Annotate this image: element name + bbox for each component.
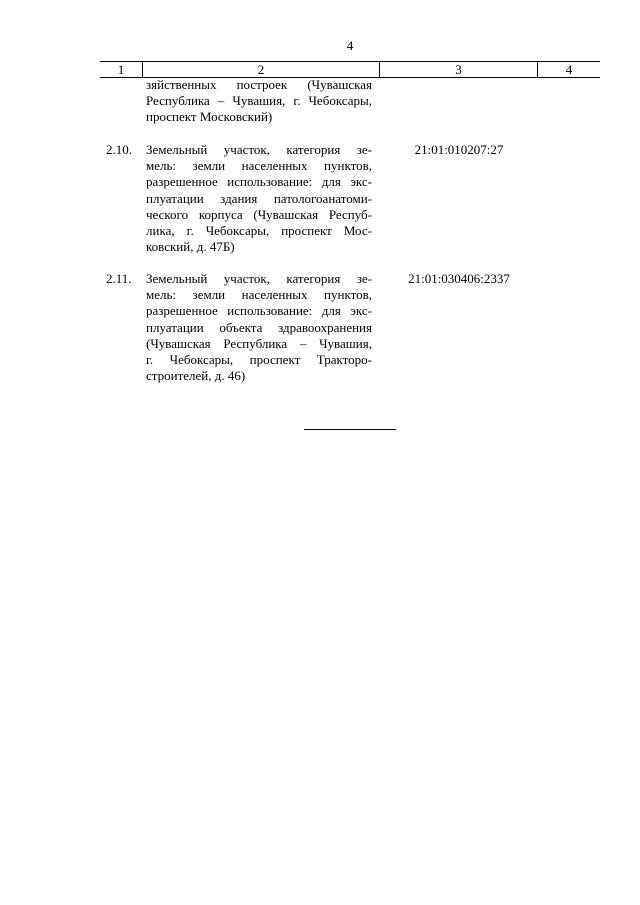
description-line: ческого корпуса (Чувашская Респуб- [146,206,372,222]
column-header-2: 2 [257,62,265,77]
description-line: Земельный участок, категория зе- [146,142,372,157]
cadastral-number: 21:01:010207:27 [414,142,504,157]
column-header-1: 1 [117,62,125,77]
description-line: Республика – Чувашия, г. Чебоксары, [146,93,372,109]
description-line: плуатации здания патологоанатоми- [146,190,372,206]
description-line: разрешенное использование: для экс- [146,303,372,319]
description-line: проспект Московский) [146,109,273,125]
description-line: (Чувашская Республика – Чувашия, [146,335,372,351]
description-line: Земельный участок, категория зе- [146,271,372,286]
row-description [146,142,372,255]
row-number: 2.10. [106,142,132,157]
cadastral-number: 21:01:030406:2337 [408,271,510,286]
end-of-document-rule [304,429,396,430]
description-line: зяйственных построек (Чувашская [146,77,372,92]
row-number: 2.11. [106,271,132,286]
description-line: лика, г. Чебоксары, проспект Мос- [146,223,372,239]
description-line: мель: земли населенных пунктов, [146,158,372,174]
column-header-3: 3 [455,62,462,77]
description-line: плуатации объекта здравоохранения [146,319,372,335]
row-description [146,271,372,384]
column-header-4: 4 [565,62,573,77]
table-header-row [100,61,600,78]
page-number: 4 [346,38,354,53]
continuation-description [146,77,372,126]
description-line: г. Чебоксары, проспект Тракторо- [146,352,372,368]
description-line: мель: земли населенных пунктов, [146,287,372,303]
description-line: ковский, д. 47Б) [146,239,235,255]
description-line: строителей, д. 46) [146,368,246,384]
description-line: разрешенное использование: для экс- [146,174,372,190]
